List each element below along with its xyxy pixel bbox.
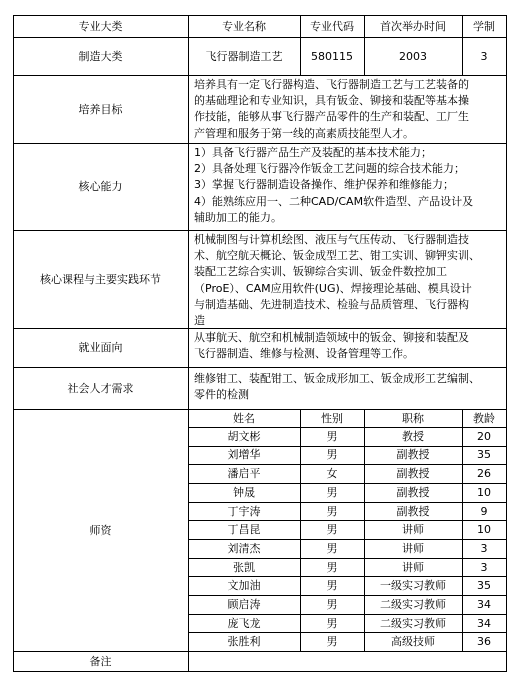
talent-demand-line: 维修钳工、装配钳工、钣金成形加工、钣金成形工艺编制、 xyxy=(194,372,480,385)
faculty-title-cell: 副教授 xyxy=(396,504,430,518)
grid-line-h xyxy=(13,367,507,368)
grid-line-h xyxy=(188,446,507,447)
faculty-title-cell: 二级实习教师 xyxy=(380,597,446,611)
faculty-header-years: 教龄 xyxy=(473,411,495,425)
remarks-value xyxy=(188,651,506,671)
grid-line-v xyxy=(364,15,365,76)
major-first-year: 2003 xyxy=(399,49,427,63)
talent-demand-label: 社会人才需求 xyxy=(67,381,134,395)
grid-line-v xyxy=(300,409,301,652)
grid-line-h xyxy=(188,464,507,465)
faculty-title-cell: 副教授 xyxy=(396,467,430,481)
employment-label: 就业面向 xyxy=(78,341,123,354)
header-duration: 学制 xyxy=(462,15,506,37)
faculty-gender-cell: 男 xyxy=(326,504,338,518)
major-name: 飞行器制造工艺 xyxy=(205,49,283,63)
grid-line-v xyxy=(188,15,189,672)
grid-line-h xyxy=(13,671,507,672)
faculty-years-cell: 35 xyxy=(477,579,491,593)
faculty-gender-cell: 男 xyxy=(326,429,338,443)
remarks-label: 备注 xyxy=(89,654,112,668)
faculty-name-cell: 张胜利 xyxy=(227,635,261,649)
faculty-header-gender: 性别 xyxy=(321,411,343,425)
grid-line-h xyxy=(13,409,507,410)
employment-line: 从事航天、航空和机械制造领域中的钣金、铆接和装配及 xyxy=(194,331,469,344)
grid-line-h xyxy=(13,230,507,231)
talent-demand-line: 零件的检测 xyxy=(194,388,249,402)
faculty-gender-cell: 男 xyxy=(326,485,338,499)
faculty-header-title: 职称 xyxy=(402,411,424,425)
faculty-gender-cell: 男 xyxy=(326,523,338,537)
faculty-name-cell: 胡文彬 xyxy=(227,429,261,443)
faculty-years-cell: 3 xyxy=(480,560,488,574)
employment-text xyxy=(188,328,506,367)
faculty-years-cell: 34 xyxy=(477,616,491,630)
faculty-name-cell: 丁昌昆 xyxy=(227,523,261,537)
grid-line-v xyxy=(364,409,365,652)
training-goal-line: 培养具有一定飞行器构造、飞行器制造工艺与工艺装备的 xyxy=(194,78,469,91)
grid-line-v xyxy=(506,15,507,672)
header-major-name: 专业名称 xyxy=(188,15,300,37)
major-category: 制造大类 xyxy=(78,49,123,63)
training-goal-line: 作技能，能够从事飞行器产品零件的生产和装配、工厂生 xyxy=(194,110,469,124)
faculty-years-cell: 34 xyxy=(477,597,491,611)
faculty-years-cell: 20 xyxy=(477,429,491,443)
faculty-title-cell: 副教授 xyxy=(396,448,430,462)
header-first-year: 首次举办时间 xyxy=(364,15,462,37)
major-duration: 3 xyxy=(480,49,488,63)
faculty-name-cell: 刘清杰 xyxy=(227,541,261,555)
faculty-name-cell: 潘启平 xyxy=(227,467,261,481)
faculty-name-cell: 丁宇涛 xyxy=(227,504,261,518)
faculty-years-cell: 10 xyxy=(477,485,491,499)
faculty-name-cell: 顾启涛 xyxy=(227,597,261,611)
faculty-title-cell: 教授 xyxy=(402,429,424,443)
faculty-label: 师资 xyxy=(89,523,112,537)
grid-line-v xyxy=(462,409,463,652)
faculty-title-cell: 副教授 xyxy=(396,485,430,499)
grid-line-h xyxy=(188,502,507,503)
faculty-title-cell: 讲师 xyxy=(402,541,424,555)
faculty-gender-cell: 男 xyxy=(326,560,338,574)
faculty-name-cell: 张凯 xyxy=(233,560,255,574)
faculty-years-cell: 10 xyxy=(477,523,491,537)
grid-line-v xyxy=(13,15,14,672)
grid-line-h xyxy=(13,328,507,329)
grid-line-v xyxy=(300,15,301,76)
faculty-title-cell: 二级实习教师 xyxy=(380,616,446,630)
grid-line-h xyxy=(188,539,507,540)
faculty-gender-cell: 男 xyxy=(326,635,338,649)
faculty-name-cell: 刘增华 xyxy=(227,448,261,462)
grid-line-h xyxy=(188,632,507,633)
faculty-name-cell: 钟晟 xyxy=(233,485,255,499)
core-courses-line: 术、航空航天概论、钣金成型工艺、钳工实训、铆钾实训、 xyxy=(194,249,480,263)
faculty-name-cell: 庞飞龙 xyxy=(227,616,261,630)
core-courses-line: （ProE）、CAM应用软件(UG)、焊接理论基础、模具设计 xyxy=(194,281,472,295)
core-ability-line: 2）具备处理飞行器冷作钣金工艺问题的综合技术能力； xyxy=(194,162,465,176)
training-goal-line: 的基础理论和专业知识，具有钣金、铆接和装配等基本操 xyxy=(194,94,469,108)
header-major-code: 专业代码 xyxy=(300,15,364,37)
header-category: 专业大类 xyxy=(13,15,188,37)
faculty-years-cell: 3 xyxy=(480,541,488,555)
major-code: 580115 xyxy=(311,49,353,63)
faculty-gender-cell: 男 xyxy=(326,597,338,611)
grid-line-v xyxy=(462,15,463,76)
grid-line-h xyxy=(13,143,507,144)
core-courses-text xyxy=(188,230,506,328)
faculty-years-cell: 35 xyxy=(477,448,491,462)
core-ability-label: 核心能力 xyxy=(78,180,123,193)
core-ability-text xyxy=(188,143,506,230)
faculty-gender-cell: 女 xyxy=(326,467,338,481)
core-ability-line: 辅助加工的能力。 xyxy=(194,210,282,224)
core-courses-label: 核心课程与主要实践环节 xyxy=(40,272,161,286)
faculty-gender-cell: 男 xyxy=(326,448,338,462)
grid-line-h xyxy=(13,75,507,76)
grid-line-h xyxy=(13,15,507,16)
core-courses-line: 造 xyxy=(194,314,205,328)
faculty-title-cell: 一级实习教师 xyxy=(380,579,446,593)
faculty-gender-cell: 男 xyxy=(326,541,338,555)
core-ability-line: 3）掌握飞行器制造设备操作、维护保养和维修能力； xyxy=(194,178,454,192)
core-courses-line: 装配工艺综合实训、钣铆综合实训、钣金件数控加工 xyxy=(194,265,447,279)
employment-line: 飞行器制造、维修与检测、设备管理等工作。 xyxy=(194,347,414,361)
grid-line-h xyxy=(188,614,507,615)
talent-demand-text xyxy=(188,367,506,409)
faculty-years-cell: 26 xyxy=(477,467,491,481)
grid-line-h xyxy=(188,576,507,577)
training-goal-label: 培养目标 xyxy=(78,102,123,116)
core-ability-line: 4）能熟练应用一、二种CAD/CAM软件造型、产品设计及 xyxy=(194,194,474,208)
training-goal-text xyxy=(188,75,506,143)
faculty-header-name: 姓名 xyxy=(233,411,255,425)
faculty-title-cell: 讲师 xyxy=(402,523,424,537)
grid-line-h xyxy=(13,651,507,652)
grid-line-h xyxy=(188,558,507,559)
faculty-name-cell: 文加油 xyxy=(227,579,261,593)
grid-line-h xyxy=(188,595,507,596)
core-courses-line: 与制造基础、先进制造技术、检验与品质管理、飞行器构 xyxy=(194,297,469,311)
grid-line-h xyxy=(188,427,507,428)
training-goal-line: 产管理和服务于第一线的高素质技能型人才。 xyxy=(194,126,414,140)
core-ability-line: 1）具备飞行器产品生产及装配的基本技术能力； xyxy=(194,146,432,159)
grid-line-h xyxy=(188,520,507,521)
faculty-gender-cell: 男 xyxy=(326,616,338,630)
grid-line-h xyxy=(188,483,507,484)
faculty-years-cell: 36 xyxy=(477,635,491,649)
core-courses-line: 机械制图与计算机绘图、液压与气压传动、飞行器制造技 xyxy=(194,233,469,246)
faculty-gender-cell: 男 xyxy=(326,579,338,593)
faculty-title-cell: 讲师 xyxy=(402,560,424,574)
faculty-years-cell: 9 xyxy=(480,504,488,518)
faculty-title-cell: 高级技师 xyxy=(391,635,435,649)
grid-line-h xyxy=(13,37,507,38)
